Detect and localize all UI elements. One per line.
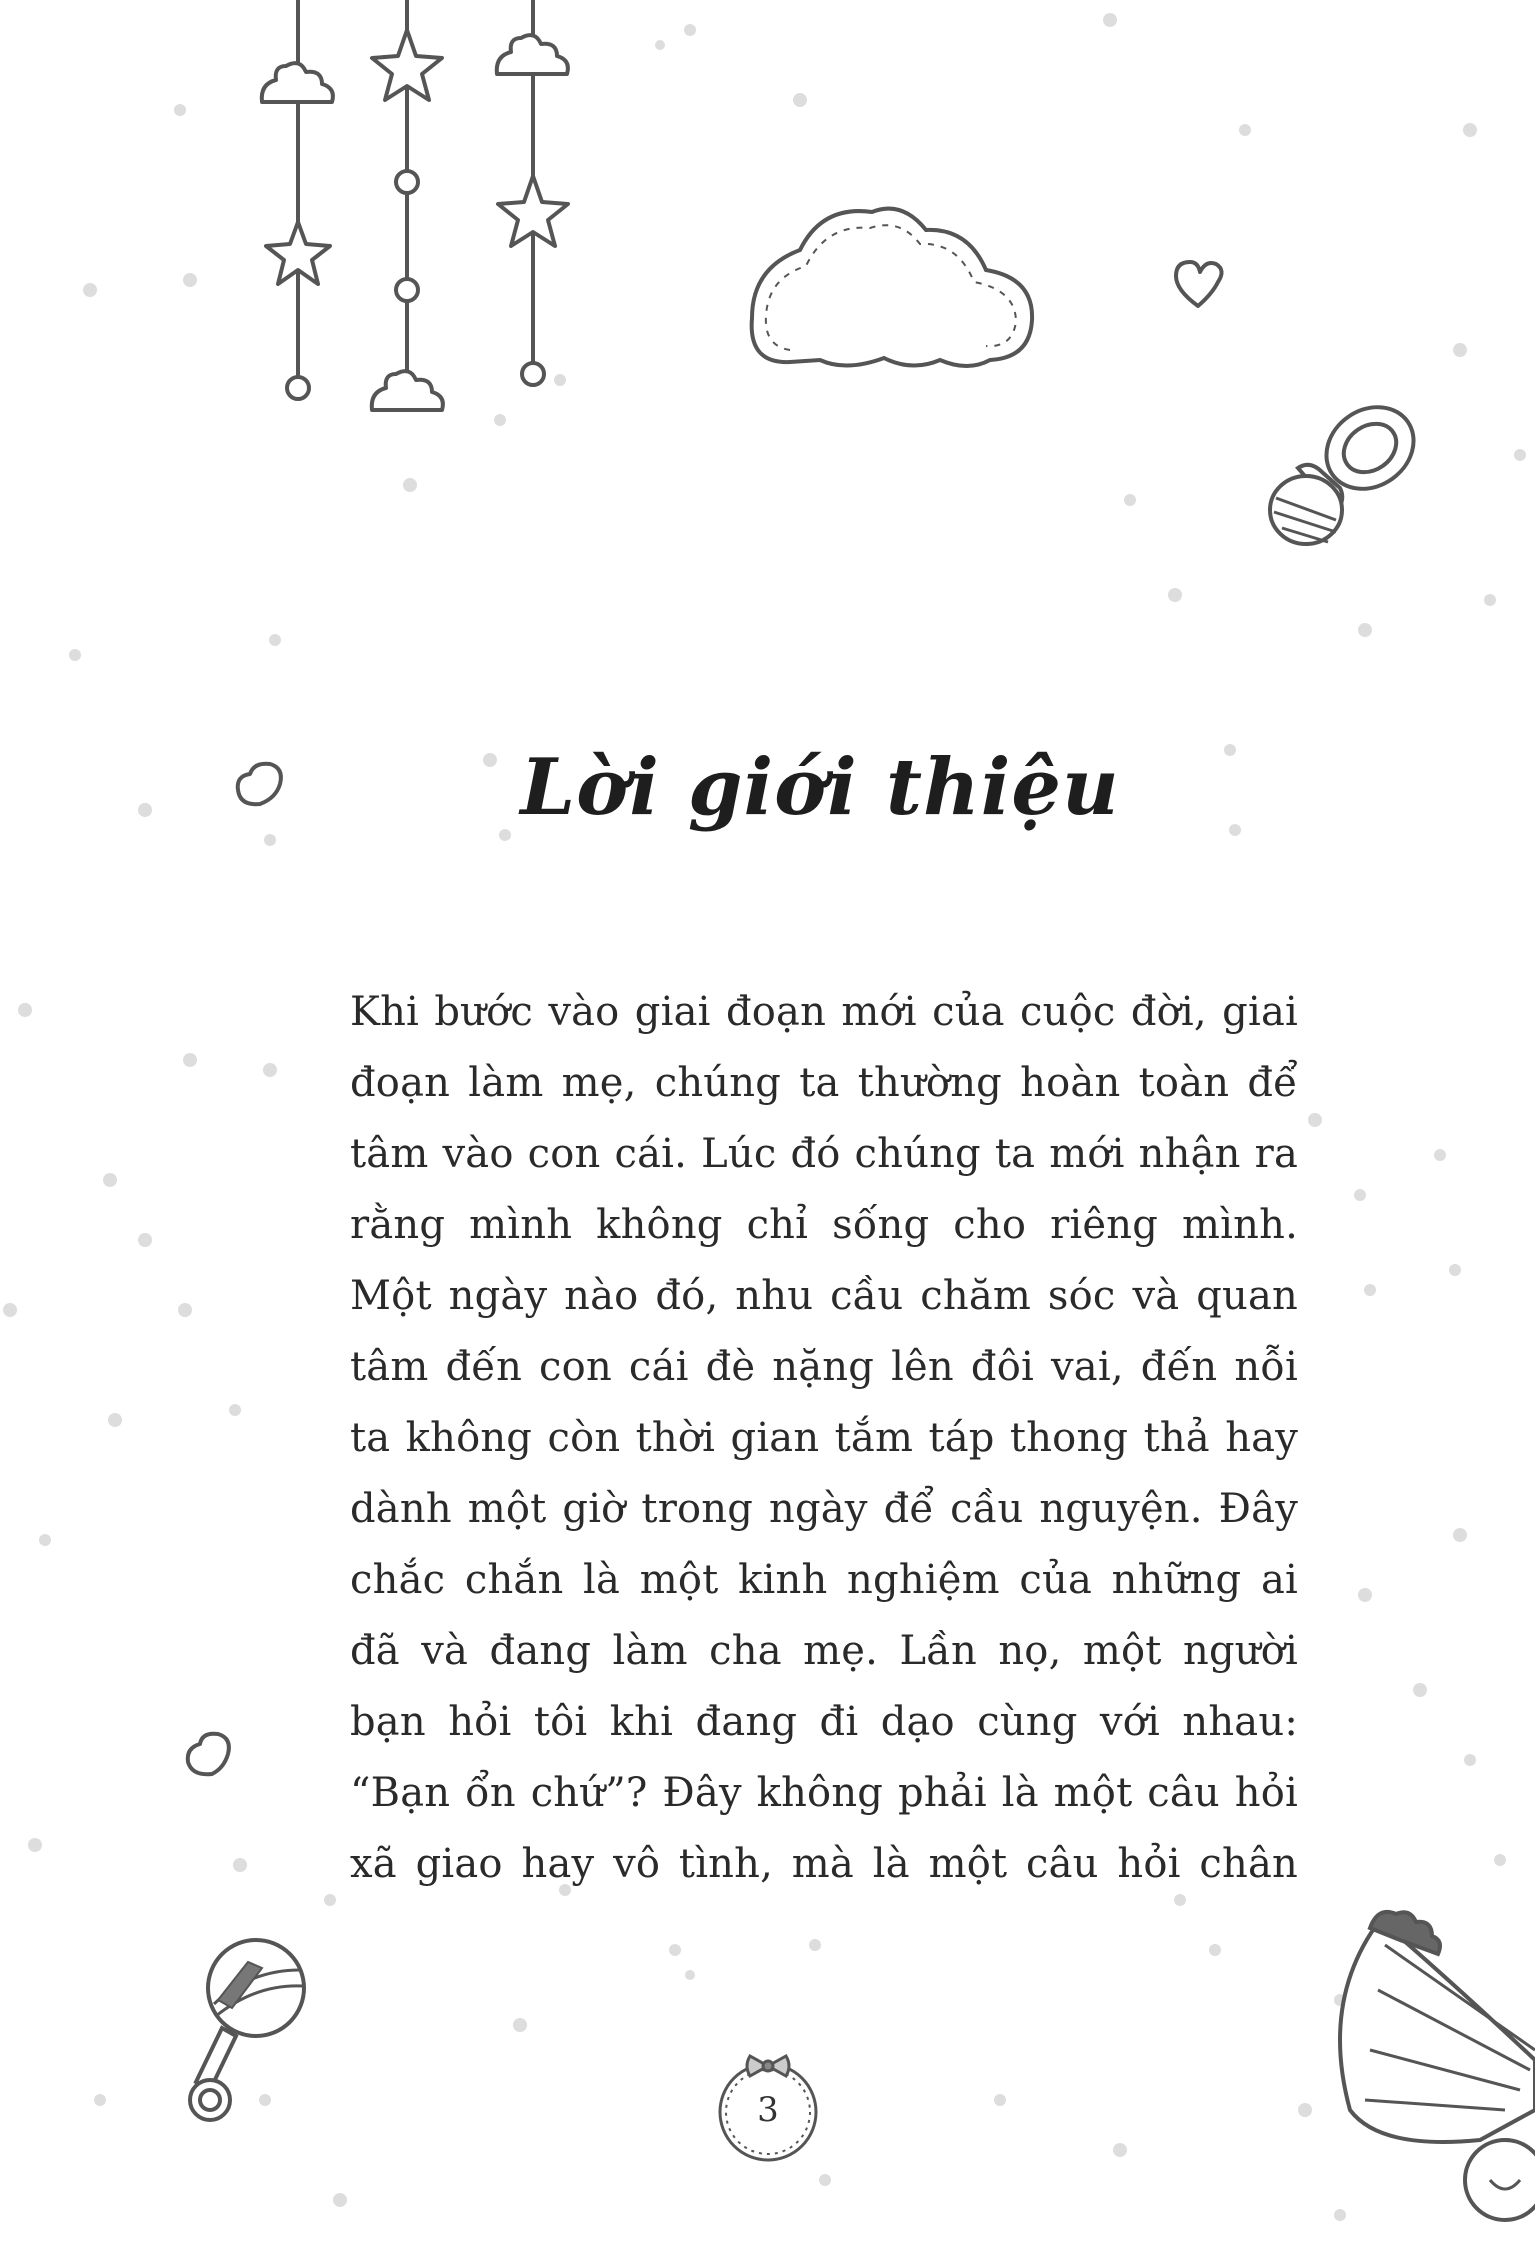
text-line: đã và đang làm cha mẹ. Lần nọ, một người — [350, 1628, 1298, 1674]
text-line: tâm vào con cái. Lúc đó chúng ta mới nhận ra — [350, 1131, 1298, 1177]
pacifier-icon — [1270, 390, 1429, 544]
rattle-icon — [190, 1940, 304, 2120]
text-line: chắc chắn là một kinh nghiệm của những ai — [350, 1557, 1298, 1603]
text-line: bạn hỏi tôi khi đang đi dạo cùng với nhau: — [350, 1699, 1298, 1745]
text-line: Một ngày nào đó, nhu cầu chăm sóc và quan — [350, 1273, 1298, 1319]
page-title: Lời giới thiệu — [520, 742, 1120, 833]
text-line: đoạn làm mẹ, chúng ta thường hoàn toàn để — [350, 1060, 1298, 1106]
text-line: “Bạn ổn chứ”? Đây không phải là một câu hỏi — [350, 1770, 1298, 1816]
cloud-icon — [752, 209, 1032, 366]
baby-stroller-icon — [1340, 1912, 1535, 2220]
text-line: xã giao hay vô tình, mà là một câu hỏi chân — [350, 1841, 1298, 1887]
text-line: dành một giờ trong ngày để cầu nguyện. Đây — [350, 1486, 1298, 1532]
text-line: Khi bước vào giai đoạn mới của cuộc đời, giai — [350, 989, 1298, 1035]
text-line: ta không còn thời gian tắm táp thong thả hay — [350, 1415, 1298, 1461]
body-text — [350, 977, 1298, 1900]
hanging-mobile-icon — [262, 0, 568, 410]
text-line: tâm đến con cái đè nặng lên đôi vai, đến nỗi — [350, 1344, 1298, 1390]
text-line: rằng mình không chỉ sống cho riêng mình. — [350, 1202, 1298, 1248]
page-number: 3 — [757, 2090, 779, 2130]
